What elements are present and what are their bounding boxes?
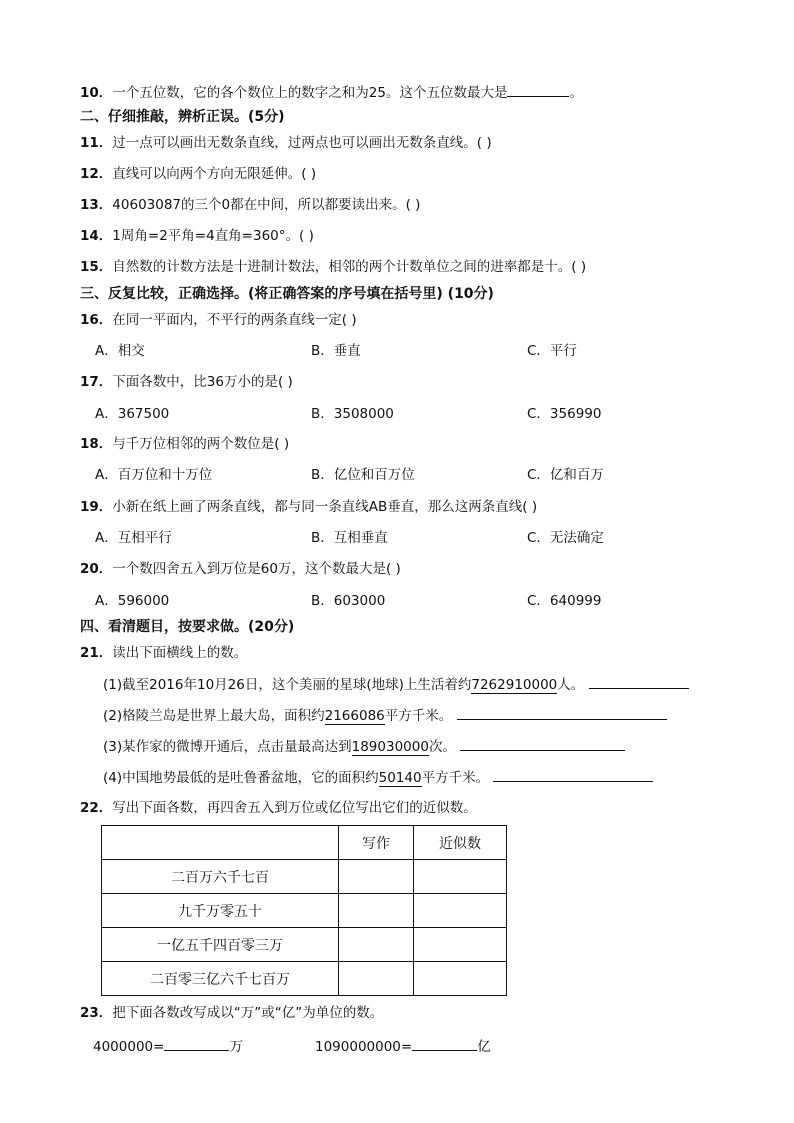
table-cell-answer[interactable] [414, 928, 507, 962]
question-23 [80, 1003, 383, 1023]
conversion-unit: 万 [229, 1039, 243, 1055]
question-22 [80, 798, 477, 818]
question-end: 。 [569, 85, 583, 101]
table-cell-answer[interactable] [414, 894, 507, 928]
answer-blank[interactable] [460, 736, 625, 751]
question-11 [80, 133, 492, 153]
underlined-number: 2166086 [324, 708, 385, 724]
table-cell-answer[interactable] [339, 894, 414, 928]
question-number: 10． [80, 85, 113, 101]
table-cell-answer[interactable] [414, 860, 507, 894]
table-cell-answer[interactable] [339, 928, 414, 962]
table-row [102, 860, 507, 894]
question-number: 14． [80, 228, 113, 244]
table-cell-answer[interactable] [339, 860, 414, 894]
option-c[interactable]: C．平行 [527, 343, 577, 359]
table-row [102, 894, 507, 928]
table-cell-number: 二百万六千七百 [102, 860, 339, 894]
table-row [102, 928, 507, 962]
option-c[interactable]: C．356990 [527, 406, 602, 422]
q21-sub-4 [103, 767, 653, 788]
conversion-unit: 亿 [477, 1039, 491, 1055]
question-12 [80, 164, 316, 184]
underlined-number: 50140 [378, 770, 422, 786]
answer-blank[interactable] [493, 767, 653, 782]
table-cell-answer[interactable] [414, 962, 507, 996]
question-text: 小新在纸上画了两条直线，都与同一条直线AB垂直，那么这两条直线( ) [112, 499, 538, 515]
conversion-1 [93, 1036, 243, 1057]
question-text: 在同一平面内，不平行的两条直线一定( ) [112, 312, 357, 328]
question-number: 15． [80, 259, 113, 275]
question-number: 12． [80, 166, 113, 182]
option-a[interactable]: A．367500 [95, 406, 170, 422]
table-row [102, 962, 507, 996]
option-a[interactable]: A．相交 [95, 343, 145, 359]
sub-text: (3)某作家的微博开通后，点击量最高达到 [103, 739, 352, 755]
conversion-number: 1090000000= [315, 1039, 413, 1055]
option-b[interactable]: B．互相垂直 [311, 530, 388, 546]
question-text: 1周角=2平角=4直角=360°。( ) [112, 228, 314, 244]
question-text: 下面各数中，比36万小的是( ) [112, 374, 293, 390]
q21-sub-3 [103, 736, 625, 757]
question-15 [80, 257, 586, 277]
option-c[interactable]: C．亿和百万 [527, 467, 604, 483]
question-18 [80, 434, 289, 454]
question-16 [80, 310, 357, 330]
option-b[interactable]: B．603000 [311, 593, 386, 609]
option-a[interactable]: A．596000 [95, 593, 170, 609]
table-header-row [102, 826, 507, 860]
section-2-title: 二、仔细推敲，辨析正误。(5分) [80, 109, 285, 125]
question-number: 16． [80, 312, 113, 328]
sub-text-end: 次。 [428, 739, 456, 755]
answer-blank[interactable] [412, 1036, 477, 1051]
question-text: 一个数四舍五入到万位是60万，这个数最大是( ) [112, 561, 401, 577]
question-text: 40603087的三个0都在中间，所以都要读出来。( ) [112, 197, 421, 213]
question-20 [80, 559, 401, 579]
question-text: 读出下面横线上的数。 [112, 645, 248, 661]
table-cell-number: 二百零三亿六千七百万 [102, 962, 339, 996]
question-number: 13． [80, 197, 113, 213]
question-number: 23． [80, 1005, 113, 1021]
answer-blank[interactable] [164, 1036, 229, 1051]
question-number: 22． [80, 800, 113, 816]
question-13 [80, 195, 420, 215]
underlined-number: 7262910000 [471, 677, 558, 693]
table-cell-number: 九千万零五十 [102, 894, 339, 928]
answer-blank[interactable] [457, 705, 667, 720]
option-a[interactable]: A．互相平行 [95, 530, 172, 546]
sub-text-end: 人。 [557, 677, 585, 693]
question-19 [80, 497, 537, 517]
question-21 [80, 643, 247, 663]
question-text: 写出下面各数，再四舍五入到万位或亿位写出它们的近似数。 [112, 800, 477, 816]
option-b[interactable]: B．3508000 [311, 406, 394, 422]
question-number: 21． [80, 645, 113, 661]
sub-text-end: 平方千米。 [384, 708, 453, 724]
sub-text: (4)中国地势最低的是吐鲁番盆地，它的面积约 [103, 770, 379, 786]
option-a[interactable]: A．百万位和十万位 [95, 467, 213, 483]
question-number: 18． [80, 436, 113, 452]
question-number: 11． [80, 135, 113, 151]
question-number: 20． [80, 561, 113, 577]
question-text: 把下面各数改写成以“万”或“亿”为单位的数。 [112, 1005, 384, 1021]
question-text: 与千万位相邻的两个数位是( ) [112, 436, 290, 452]
conversion-number: 4000000= [93, 1039, 165, 1055]
option-b[interactable]: B．亿位和百万位 [311, 467, 415, 483]
table-header-cell: 写作 [339, 826, 414, 860]
section-3-title: 三、反复比较，正确选择。(将正确答案的序号填在括号里) (10分) [80, 286, 494, 302]
question-14 [80, 226, 314, 246]
question-text: 自然数的计数方法是十进制计数法，相邻的两个计数单位之间的进率都是十。( ) [112, 259, 587, 275]
question-text: 直线可以向两个方向无限延伸。( ) [112, 166, 317, 182]
sub-text: (1)截至2016年10月26日，这个美丽的星球(地球)上生活着约 [103, 677, 472, 693]
question-number: 17． [80, 374, 113, 390]
option-c[interactable]: C．无法确定 [527, 530, 604, 546]
number-table [101, 825, 507, 996]
question-text: 过一点可以画出无数条直线，过两点也可以画出无数条直线。( ) [112, 135, 492, 151]
table-cell-answer[interactable] [339, 962, 414, 996]
question-17 [80, 372, 293, 392]
q21-sub-2 [103, 705, 667, 726]
answer-blank[interactable] [589, 674, 689, 689]
q21-sub-1 [103, 674, 689, 695]
underlined-number: 189030000 [351, 739, 429, 755]
question-number: 19． [80, 499, 113, 515]
question-text: 一个五位数，它的各个数位上的数字之和为25。这个五位数最大是 [112, 85, 508, 101]
option-c[interactable]: C．640999 [527, 593, 602, 609]
sub-text: (2)格陵兰岛是世界上最大岛，面积约 [103, 708, 325, 724]
table-cell-number: 一亿五千四百零三万 [102, 928, 339, 962]
section-4-title: 四、看清题目，按要求做。(20分) [80, 619, 295, 635]
option-b[interactable]: B．垂直 [311, 343, 361, 359]
sub-text-end: 平方千米。 [421, 770, 490, 786]
question-10 [80, 82, 583, 103]
conversion-2 [315, 1036, 491, 1057]
table-header-cell: 近似数 [414, 826, 507, 860]
answer-blank[interactable] [507, 82, 569, 97]
table-header-cell [102, 826, 339, 860]
